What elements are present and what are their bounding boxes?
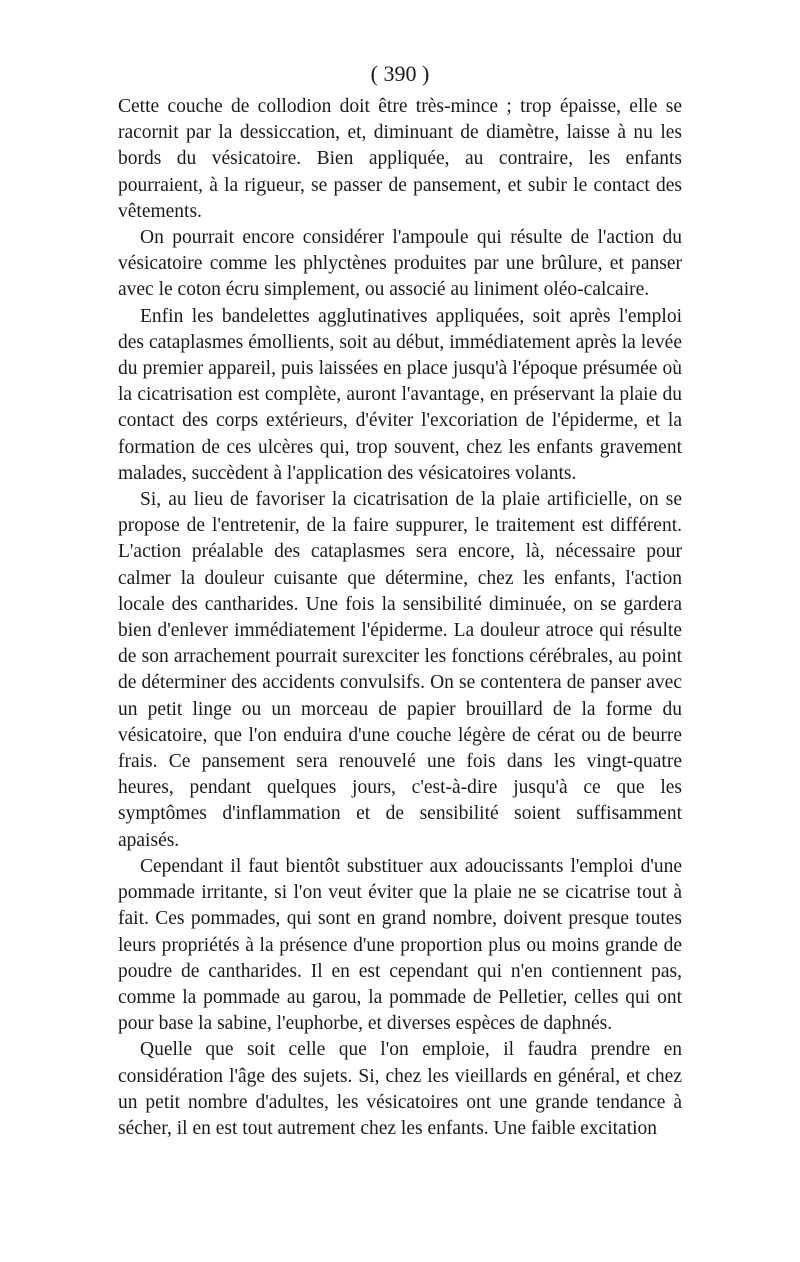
paragraph: Cette couche de collodion doit être très-mince ; trop épaisse, elle se racornit par la dessiccation, et, diminuant de diamètre, laisse à nu les bords du vésicatoire. Bien appliquée, au contraire, les enfants pourraient, à la rigueur, se passer de pansement, et subir le contact des vêtements.	[118, 96, 682, 222]
page-number: ( 390 )	[370, 61, 430, 86]
paragraph: Quelle que soit celle que l'on emploie, il faudra prendre en considération l'âge des sujets. Si, chez les vieillards en général, et chez un petit nombre d'adultes, les vésicatoires ont une grande tendance à sécher, il en est tout autrement chez les enfants. Une faible excitation	[118, 1039, 682, 1139]
paragraph: Cependant il faut bientôt substituer aux adoucissants l'emploi d'une pommade irritante, si l'on veut éviter que la plaie ne se cicatrise tout à fait. Ces pommades, qui sont en grand nombre, doivent presque toutes leurs propriétés à la présence d'une proportion plus ou moins grande de poudre de cantharides. Il en est cependant qui n'en contiennent pas, comme la pommade au garou, la pommade de Pelletier, celles qui ont pour base la sabine, l'euphorbe, et diverses espèces de daphnés.	[118, 855, 682, 1035]
paragraph: Si, au lieu de favoriser la cicatrisation de la plaie artificielle, on se propose de l'entretenir, de la faire suppurer, le traitement est différent. L'action préalable des cataplasmes sera encore, là, nécessaire pour calmer la douleur cuisante que détermine, chez les enfants, l'action locale des cantharides. Une fois la sensibilité diminuée, on se gardera bien d'enlever immédiatement l'épiderme. La douleur atroce qui résulte de son arrachement pourrait surexciter les fonctions cérébrales, au point de déterminer des accidents convulsifs. On se contentera de panser avec un petit linge ou un morceau de papier brouillard de la forme du vésicatoire, que l'on enduira d'une couche légère de cérat ou de beurre frais. Ce pansement sera renouvelé une fois dans les vingt-quatre heures, pendant quelques jours, c'est-à-dire jusqu'à ce que les symptômes d'inflammation et de sensibilité soient suffisamment apaisés.	[118, 489, 682, 851]
document-page	[118, 60, 682, 1142]
paragraph: On pourrait encore considérer l'ampoule qui résulte de l'action du vésicatoire comme les phlyctènes produites par une brûlure, et panser avec le coton écru simplement, ou associé au liniment oléo-calcaire.	[118, 227, 682, 301]
paragraph: Enfin les bandelettes agglutinatives appliquées, soit après l'emploi des cataplasmes émollients, soit au début, immédiatement après la levée du premier appareil, puis laissées en place jusqu'à l'époque présumée où la cicatrisation est complète, auront l'avantage, en préservant la plaie du contact des corps extérieurs, d'éviter l'excoriation de l'épiderme, et la formation de ces ulcères qui, trop souvent, chez les enfants gravement malades, succèdent à l'application des vésicatoires volants.	[118, 305, 682, 484]
